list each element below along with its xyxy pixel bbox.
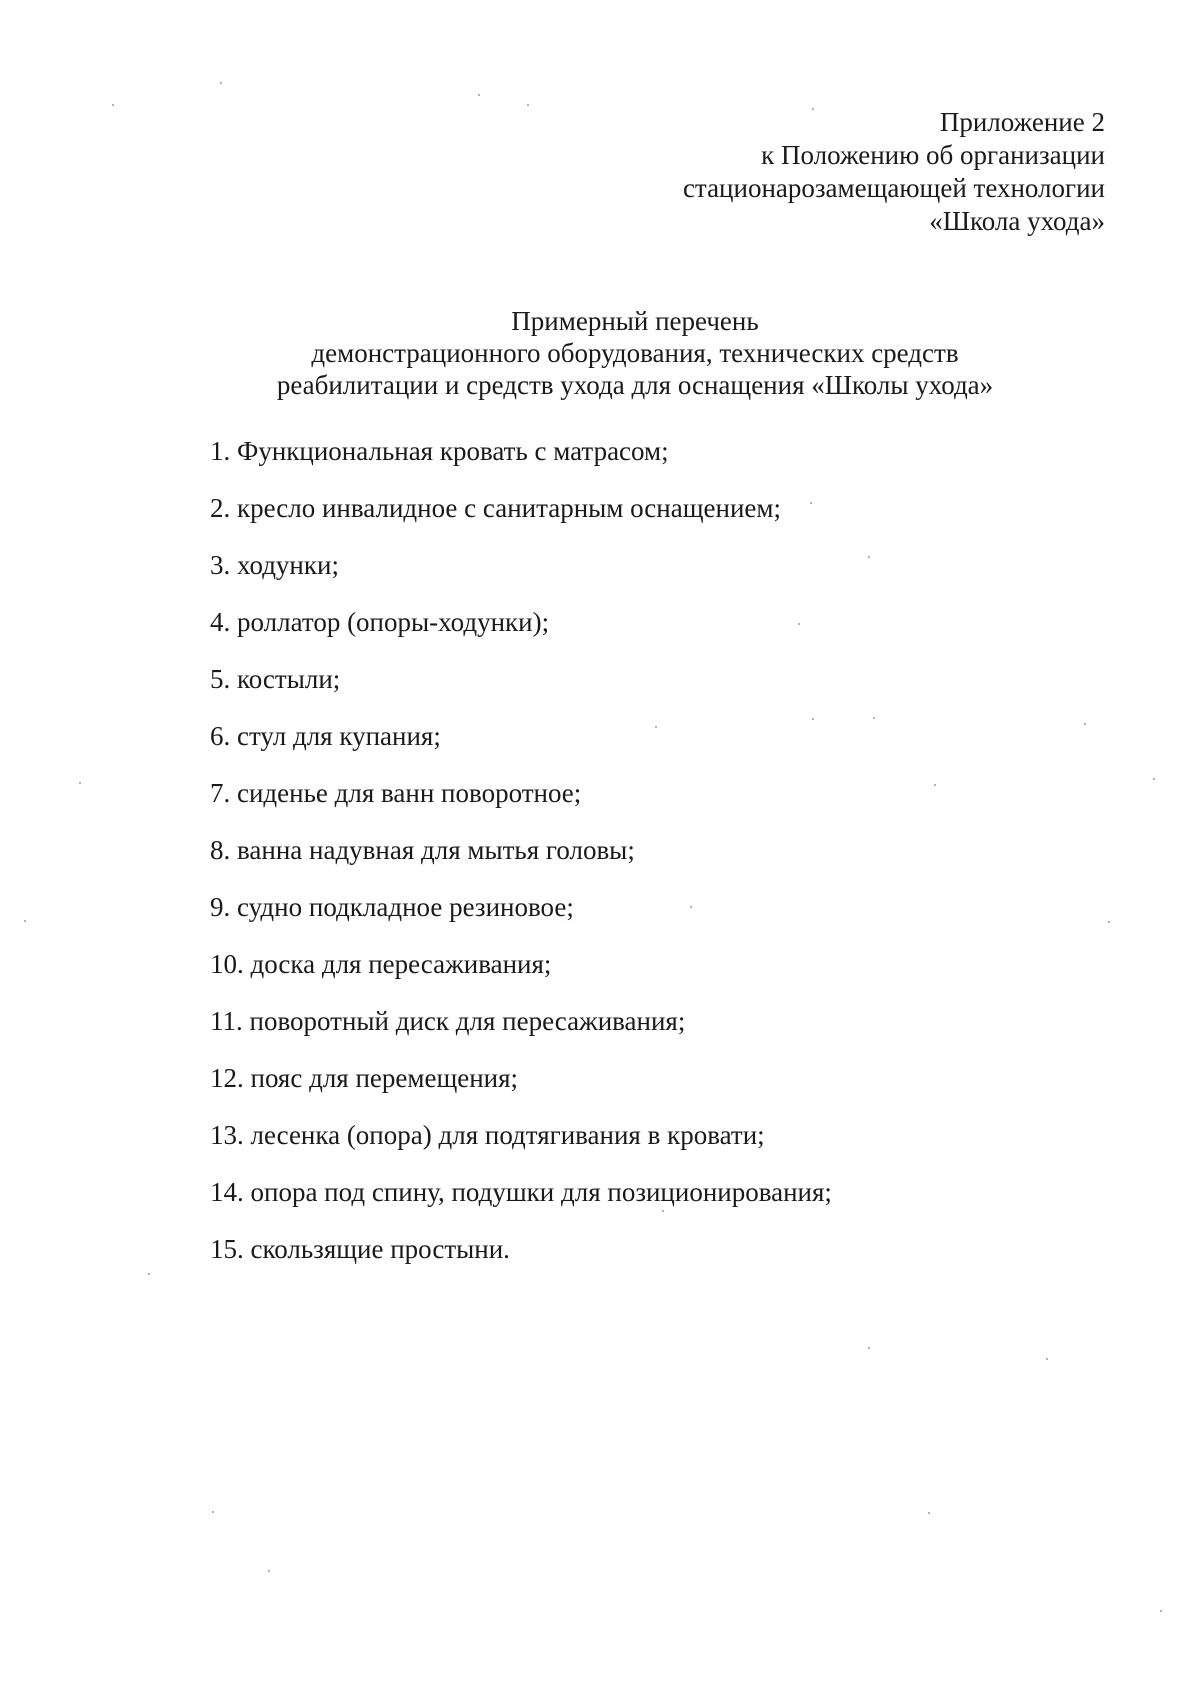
scan-speck <box>798 623 800 625</box>
list-item: 12. пояс для перемещения; <box>210 1063 519 1093</box>
scan-speck <box>1108 921 1110 923</box>
list-item: 3. ходунки; <box>210 550 339 580</box>
scan-speck <box>690 906 692 908</box>
scan-speck <box>24 920 26 922</box>
scan-speck <box>810 502 812 504</box>
scan-speck <box>934 784 936 786</box>
list-item: 4. роллатор (опоры-ходунки); <box>210 607 550 637</box>
document-title <box>0 305 1200 401</box>
scan-speck <box>928 1512 930 1514</box>
list-item: 13. лесенка (опора) для подтягивания в кровати; <box>210 1120 765 1150</box>
scan-speck <box>868 1347 870 1349</box>
list-item: 5. костыли; <box>210 664 341 694</box>
list-item: 7. сиденье для ванн поворотное; <box>210 778 582 808</box>
scan-speck <box>478 94 480 96</box>
scan-speck <box>212 1511 214 1513</box>
appendix-technology: стационарозамещающей технологии <box>682 173 1105 203</box>
appendix-number: Приложение 2 <box>939 107 1105 137</box>
scan-speck <box>148 1273 150 1275</box>
list-item: 15. скользящие простыни. <box>210 1234 510 1264</box>
scan-speck <box>655 726 657 728</box>
scan-speck <box>1084 723 1086 725</box>
scan-speck <box>868 556 870 558</box>
list-item: 6. стул для купания; <box>210 721 441 751</box>
scan-speck <box>79 782 81 784</box>
scan-speck <box>662 1210 664 1212</box>
title-line-3: реабилитации и средств ухода для оснащения «Школы ухода» <box>276 370 994 400</box>
scan-speck <box>112 104 114 106</box>
list-item: 11. поворотный диск для пересаживания; <box>210 1006 686 1036</box>
appendix-school-name: «Школа ухода» <box>929 206 1105 236</box>
list-item: 9. судно подкладное резиновое; <box>210 892 574 922</box>
appendix-reference: к Положению об организации <box>761 140 1105 170</box>
scan-speck <box>1046 1358 1048 1360</box>
list-item: 2. кресло инвалидное с санитарным оснащением; <box>210 493 781 523</box>
appendix-header <box>545 106 1105 238</box>
title-line-2: демонстрационного оборудования, технических средств <box>311 338 959 368</box>
scan-speck <box>527 104 529 106</box>
scan-speck <box>812 108 814 110</box>
scan-speck <box>873 717 875 719</box>
list-item: 8. ванна надувная для мытья головы; <box>210 835 635 865</box>
title-line-1: Примерный перечень <box>511 306 759 336</box>
scan-speck <box>220 82 222 84</box>
list-item: 14. опора под спину, подушки для позиционирования; <box>210 1177 832 1207</box>
scan-speck <box>268 1570 270 1572</box>
equipment-list <box>210 435 832 1290</box>
scan-speck <box>812 718 814 720</box>
scan-speck <box>1153 778 1155 780</box>
list-item: 10. доска для пересаживания; <box>210 949 552 979</box>
scan-speck <box>1160 1610 1162 1612</box>
list-item: 1. Функциональная кровать с матрасом; <box>210 436 669 466</box>
